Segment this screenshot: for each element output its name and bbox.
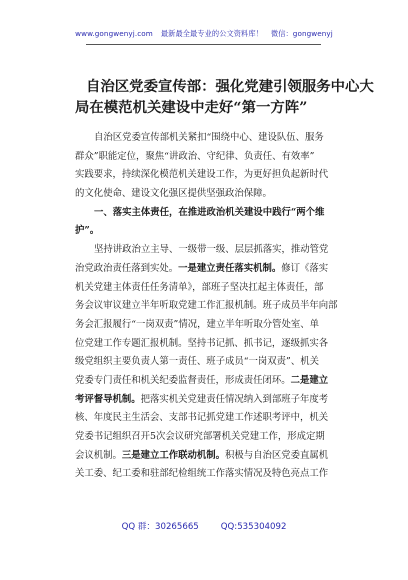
bold-point: 二是建立 [290,374,329,386]
header-wechat: 微信：gongwenyj [270,29,333,38]
body-line: 党委书记组织召开5次会议研究部署机关党建工作，形成定期 [75,431,325,442]
bold-point: 考评督导机制。 [75,393,141,405]
body-line: 位党建工作专题汇报机制。坚持书记抓、抓书记，逐级抓实各 [75,337,329,349]
body-line [75,260,347,279]
body-line: 务会议审议建立半年听取党建工作汇报机制。班子成员半年向部 [75,300,338,312]
footer-qq-group: QQ 群：30265665 [121,522,199,532]
body-text: 治党政治责任落到实处。 [75,262,179,274]
body-line [75,391,347,410]
body-line: 机关党建主体责任任务清单》，部班子坚决扛起主体责任，部 [75,281,324,293]
section-heading-cont: 护”。 [75,225,100,237]
title-line-1: 自治区党委宣传部：强化党建引领服务中心大 [86,78,374,95]
document-body [75,129,347,484]
body-line: 群众”职能定位，聚焦“讲政治、守纪律、负责任、有效率” [75,150,315,162]
footer-qq: QQ:535304092 [220,522,287,532]
section-heading: 一、落实主体责任，在推进政治机关建设中践行“两个维 [94,206,325,218]
body-line: 坚持讲政治立主导、一级带一级、层层抓落实，推动管党 [94,244,329,256]
body-line: 级党组织主要负责人第一责任、班子成员“一岗双责”、机关 [75,356,319,368]
body-line: 的文化使命、建设文化强区提供坚强政治保障。 [75,188,272,200]
body-line: 实践要求，持续深化模范机关建设工作，为更好担负起新时代 [75,169,329,181]
page-header [0,29,408,39]
body-line: 自治区党委宣传部机关紧扣“围绕中心、建设队伍、服务 [94,132,324,143]
body-line: 关工委、纪工委和驻部纪检组统工作落实情况及特色亮点工作 [75,468,329,480]
body-text: 会议机制。 [75,449,122,461]
title-line-2: 局在模范机关建设中走好“第一方阵” [75,99,308,116]
body-text: 积极与自治区党委直属机 [225,449,329,461]
body-line: 核、年度民主生活会、支部书记抓党建工作述职考评中，机关 [75,412,329,424]
document-title [0,76,408,118]
header-rule [86,44,321,45]
header-slogan: 最新最全最专业的公文资料库！ [160,29,263,38]
body-text: 党委专门责任和机关纪委监督责任，形成责任闭环。 [75,374,291,386]
body-text: 修订《落实 [281,262,329,274]
body-line: 务会汇报履行“一岗双责”情况，建立半年听取分管处室、单 [75,318,319,330]
body-line [75,372,347,391]
bold-point: 三是建立工作联动机制。 [121,449,226,461]
bold-point: 一是建立责任落实机制。 [178,262,282,274]
header-site[interactable]: www.gongwenyj.com [75,29,153,38]
body-line [75,447,347,466]
body-text: 把落实机关党建责任情况纳入到部班子年度考 [140,393,329,405]
page-footer [0,520,408,532]
